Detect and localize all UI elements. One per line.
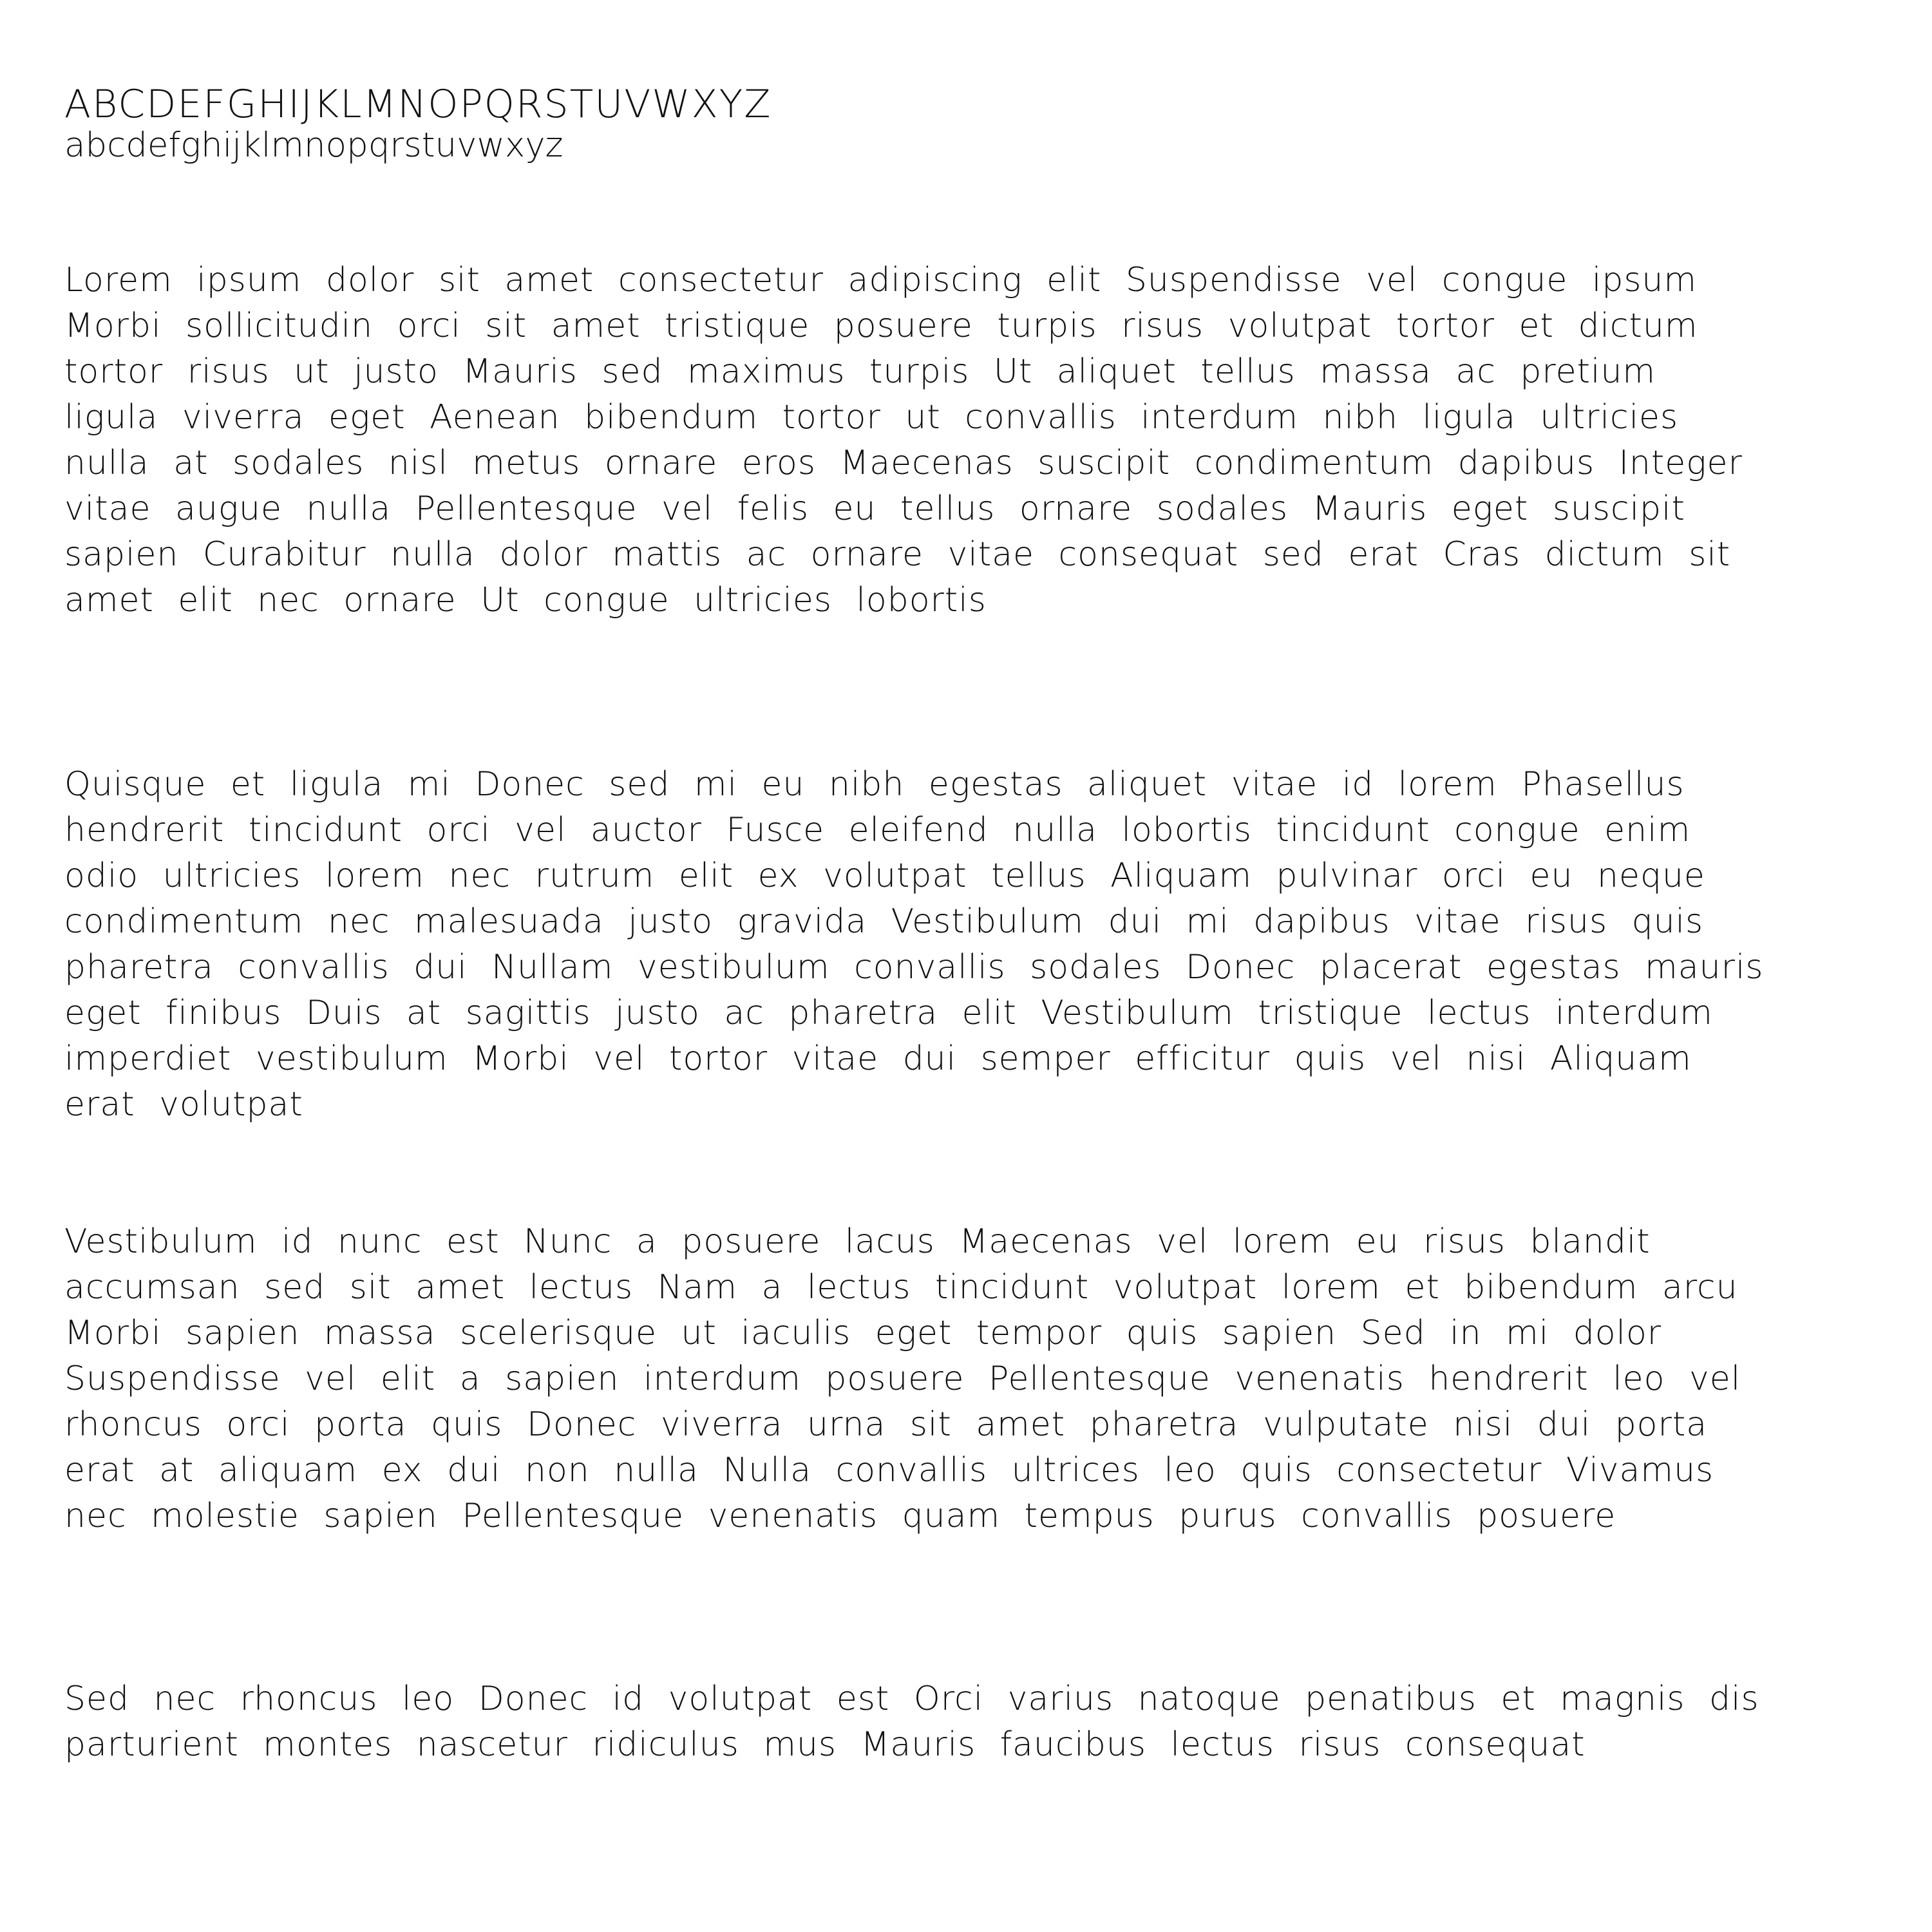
- lowercase-alphabet: abcdefghijklmnopqrstuvwxyz: [64, 126, 564, 165]
- body-paragraph-4: Sed nec rhoncus leo Donec id volutpat est Orci varius natoque penatibus et magnis dis parturient montes nascetur ridiculus mus Mauris faucibus lectus risus consequat: [64, 1680, 1759, 1764]
- alphabet-specimen: [64, 82, 966, 165]
- body-paragraph-2: Quisque et ligula mi Donec sed mi eu nibh egestas aliquet vitae id lorem Phasellus hendrerit tincidunt orci vel auctor Fusce eleifend nulla lobortis tincidunt congue enim odio ultricies lorem nec rutrum elit ex volutpat tellus Aliquam pulvinar orci eu neque condimentum nec malesuada justo gravida Vestibulum dui mi dapibus vitae risus quis pharetra convallis dui Nullam vestibulum convallis sodales Donec placerat egestas mauris eget finibus Duis at sagittis justo ac pharetra elit Vestibulum tristique lectus interdum imperdiet vestibulum Morbi vel tortor vitae dui semper efficitur quis vel nisi Aliquam erat volutpat: [64, 765, 1764, 1124]
- body-paragraph-3: Vestibulum id nunc est Nunc a posuere lacus Maecenas vel lorem eu risus blandit accumsan sed sit amet lectus Nam a lectus tincidunt volutpat lorem et bibendum arcu Morbi sapien massa scelerisque ut iaculis eget tempor quis sapien Sed in mi dolor Suspendisse vel elit a sapien interdum posuere Pellentesque venenatis hendrerit leo vel rhoncus orci porta quis Donec viverra urna sit amet pharetra vulputate nisi dui porta erat at aliquam ex dui non nulla Nulla convallis ultrices leo quis consectetur Vivamus nec molestie sapien Pellentesque venenatis quam tempus purus convallis posuere: [64, 1222, 1741, 1535]
- uppercase-alphabet: ABCDEFGHIJKLMNOPQRSTUVWXYZ: [64, 82, 772, 127]
- body-paragraph-1: Lorem ipsum dolor sit amet consectetur adipiscing elit Suspendisse vel congue ipsum Morbi sollicitudin orci sit amet tristique posuere turpis risus volutpat tortor et dictum tortor risus ut justo Mauris sed maximus turpis Ut aliquet tellus massa ac pretium ligula viverra eget Aenean bibendum tortor ut convallis interdum nibh ligula ultricies nulla at sodales nisl metus ornare eros Maecenas suscipit condimentum dapibus Integer vitae augue nulla Pellentesque vel felis eu tellus ornare sodales Mauris eget suscipit sapien Curabitur nulla dolor mattis ac ornare vitae consequat sed erat Cras dictum sit amet elit nec ornare Ut congue ultricies lobortis: [64, 261, 1743, 620]
